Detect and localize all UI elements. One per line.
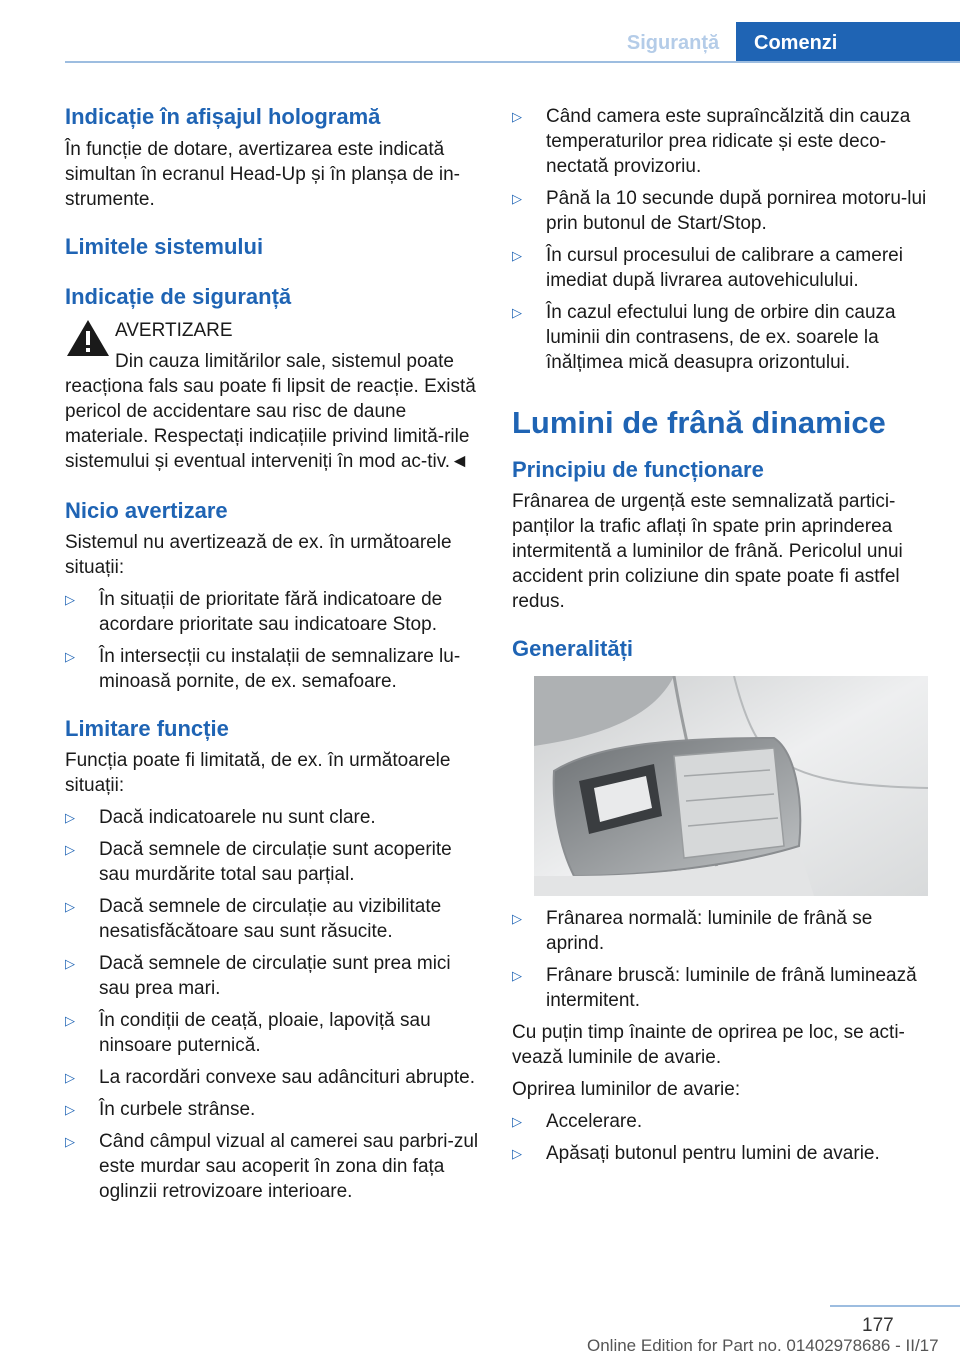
header-tab-safety: Siguranță (626, 32, 720, 54)
bullet-arrow-icon: ▷ (65, 956, 75, 971)
limit-list (65, 805, 480, 1204)
heading-general: Generalități (512, 636, 634, 661)
bullet-arrow-icon: ▷ (512, 1146, 522, 1161)
text-hazard: Cu puțin timp înainte de oprirea pe loc, se acti-vează luminile de avarie. (512, 1022, 905, 1068)
list-item: ▷ În situații de prioritate fără indicatoare de acordare prioritate sau indicatoare Stop. (65, 589, 443, 635)
bullet-arrow-icon: ▷ (512, 191, 522, 206)
bullet-arrow-icon: ▷ (65, 899, 75, 914)
warning-triangle-icon (65, 318, 111, 358)
heading-hologram: Indicație în afișajul hologramă (65, 104, 381, 129)
footer-rule (830, 1305, 960, 1307)
heading-no-warning: Nicio avertizare (65, 498, 228, 523)
left-column (65, 100, 480, 1204)
heading-dynamic-brake-lights: Lumini de frână dinamice (512, 405, 886, 440)
bullet-arrow-icon: ▷ (512, 968, 522, 983)
page-number: 177 (862, 1315, 894, 1336)
bullet-arrow-icon: ▷ (65, 1134, 75, 1149)
bullet-arrow-icon: ▷ (512, 1114, 522, 1129)
warning-label: AVERTIZARE (115, 320, 233, 341)
list-item: ▷ Dacă indicatoarele nu sunt clare. (65, 807, 376, 828)
limit-list-continued (512, 104, 927, 375)
list-item: ▷ Accelerare. (512, 1111, 643, 1132)
bullet-arrow-icon: ▷ (512, 109, 522, 124)
list-item: ▷ Apăsați butonul pentru lumini de avarie. (512, 1143, 880, 1164)
warning-text-line1: Din cauza limitărilor sale, sistemul poate (115, 351, 454, 372)
tail-light-photo (534, 676, 928, 896)
heading-limits: Limitele sistemului (65, 234, 264, 259)
brake-list (512, 906, 927, 1013)
list-item: ▷ În intersecții cu instalații de semnalizare lu-minoasă pornite, de ex. semafoare. (65, 646, 461, 692)
text-principle: Frânarea de urgență este semnalizată partici-panților la trafic aflați în spate prin aprinderea intermitentă a luminilor de frână. Pericolul unui accident prin coliziune din spate poate fi astfel redus. (512, 491, 903, 612)
header-rule (65, 61, 960, 63)
edition-text: Online Edition for Part no. 01402978686 - II/17 (587, 1336, 939, 1355)
bullet-arrow-icon: ▷ (65, 649, 75, 664)
list-item: ▷ Dacă semnele de circulație sunt acoperite sau murdărite total sau parțial. (65, 839, 452, 885)
no-warning-list (65, 587, 480, 694)
text-limit-function: Funcția poate fi limitată, de ex. în următoarele situații: (65, 750, 451, 796)
list-item: ▷ În curbele strânse. (65, 1099, 256, 1120)
header-tab-controls: Comenzi (736, 22, 960, 62)
list-item: ▷ La racordări convexe sau adâncituri abrupte. (65, 1067, 476, 1088)
bullet-arrow-icon: ▷ (512, 911, 522, 926)
text-no-warning: Sistemul nu avertizează de ex. în următoarele situații: (65, 532, 452, 578)
warning-block (65, 318, 480, 474)
bullet-arrow-icon: ▷ (65, 1070, 75, 1085)
bullet-arrow-icon: ▷ (65, 842, 75, 857)
list-item: ▷ Dacă semnele de circulație au vizibilitate nesatisfăcătoare sau sunt răsucite. (65, 896, 442, 942)
bullet-arrow-icon: ▷ (65, 1013, 75, 1028)
heading-limit-function: Limitare funcție (65, 716, 229, 741)
list-item: ▷ Când câmpul vizual al camerei sau parbri-zul este murdar sau acoperit în zona din fața oglinzii retrovizoare interioare. (65, 1131, 479, 1202)
heading-safety-note: Indicație de siguranță (65, 284, 292, 309)
bullet-arrow-icon: ▷ (65, 810, 75, 825)
list-item: ▷ Când camera este supraîncălzită din cauza temperaturilor prea ridicate și este deco-nectată provizoriu. (512, 106, 911, 177)
bullet-arrow-icon: ▷ (65, 592, 75, 607)
bullet-arrow-icon: ▷ (65, 1102, 75, 1117)
right-column (512, 100, 927, 1166)
list-item: ▷ Dacă semnele de circulație sunt prea mici sau prea mari. (65, 953, 451, 999)
bullet-arrow-icon: ▷ (512, 248, 522, 263)
heading-principle: Principiu de funcționare (512, 457, 764, 482)
warning-text: reacționa fals sau poate fi lipsit de reacție. Există pericol de accidentare sau risc de daune materiale. Respectați indicațiile privind limită-rile sistemului și eventual interveniți în mod ac-tiv.◄ (65, 376, 476, 472)
list-item: ▷ Până la 10 secunde după pornirea motoru-lui prin butonul de Start/Stop. (512, 188, 927, 234)
text-stop-hazard: Oprirea luminilor de avarie: (512, 1079, 741, 1100)
list-item: ▷ În cursul procesului de calibrare a camerei imediat după livrarea autovehiculului. (512, 245, 903, 291)
text-hologram: În funcție de dotare, avertizarea este indicată simultan în ecranul Head-Up și în planșa de in-strumente. (65, 139, 460, 210)
list-item: ▷ În cazul efectului lung de orbire din cauza luminii din contrasens, de ex. soarele la înălțimea mică deasupra orizontului. (512, 302, 896, 373)
bullet-arrow-icon: ▷ (512, 305, 522, 320)
list-item: ▷ În condiții de ceață, ploaie, lapoviță sau ninsoare puternică. (65, 1010, 431, 1056)
list-item: ▷ Frânare bruscă: luminile de frână luminează intermitent. (512, 965, 917, 1011)
stop-hazard-list (512, 1109, 927, 1166)
list-item: ▷ Frânarea normală: luminile de frână se aprind. (512, 908, 873, 954)
